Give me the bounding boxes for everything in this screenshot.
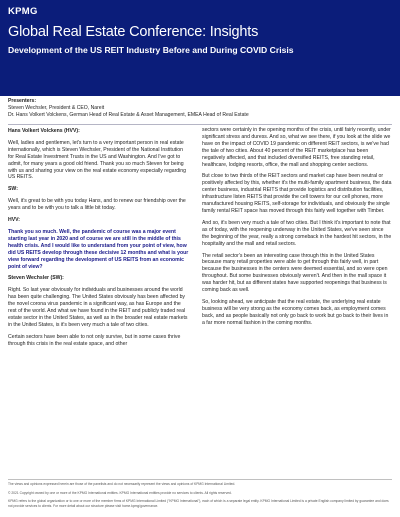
- question-paragraph: Thank you so much. Well, the pandemic of course was a major event starting last year in 2020 and of course we are still in the middle of this health crisis. And I would like to understand from your point of view, how did US REITS develop through these decisive 12 months and what is your view forward regarding the development of US REITS from an economic point of view?: [8, 228, 189, 270]
- footer-copyright: © 2021 Copyright owned by one or more of the KPMG International entities. KPMG International entities provide no services to clients. All rights reserved.: [8, 491, 232, 495]
- footer-disclaimer: The views and opinions expressed herein are those of the panelists and do not necessarily represent the views and opinions of KPMG International Limited.: [8, 482, 236, 486]
- document-title: Development of the US REIT Industry Before and During COVID Crisis: [8, 45, 294, 55]
- paragraph: Well, ladies and gentlemen, let's turn to a very important person in real estate internationally, which is Steven Wechsler, President of the National Institution for Real Estate Investment Trusts in the US and Washington. And I've got to admit, for many years a good old friend. Thank you so much Steven for being with us and sharing your view on the real estate economy especially regarding US REITS.: [8, 139, 187, 181]
- left-column: [8, 128, 190, 353]
- paragraph: And so, it's been very much a tale of two cities. But I think it's important to note that as of today, with the reopening underway in the United States, we've seen since the beginning of the year, really a strong comeback in the hardest hit sectors, in the hospitality and the mall and retail sectors.: [202, 219, 392, 247]
- footer-legal: KPMG refers to the global organization or to one or more of the member firms of KPMG International Limited ("KPMG International"), each of which is a separate legal entity. KPMG International Limited is a private English company limited by guarantee and does not provide services to clients. For more detail about our structure please visit home.kpmg/governance.: [8, 499, 389, 508]
- presenter-line: Steven Wechsler, President & CEO, Nareit: [8, 105, 105, 111]
- paragraph: Certain sectors have been able to not only survive, but in some cases thrive through this crisis in the real estate space, and other: [8, 333, 181, 347]
- header-banner: [0, 0, 400, 96]
- conference-title: Global Real Estate Conference: Insights: [8, 24, 259, 40]
- paragraph: Well, it's great to be with you today Hans, and to renew our friendship over the years and to be with you to talk a little bit today.: [8, 198, 186, 212]
- paragraph: Right. So last year obviously for individuals and businesses around the world has been quite challenging. The United States obviously has been affected by the novel corona virus pandemic in a significant way, as has Europe and the rest of the world. And what we have found in the REIT and publicly traded real estate sector in the United States, as well as in the broader real estate markets in the United States, is it's been very much a tale of two cities.: [8, 287, 188, 328]
- paragraph: But close to two thirds of the REIT sectors and market cap have been neutral or positively affected by this, whether it's the multi-family apartment business, the data center business, industrial REITS that provide logistics and distribution facilities, infrastructure listen REITS that provide the cell towers for our cell phones, more manufactured housing REITS, self-storage for individuals, and obviously the single family rental REIT space has moved through this fairly well together with Timber.: [202, 173, 392, 214]
- presenters-block: [8, 98, 388, 119]
- footer-divider: [8, 479, 392, 480]
- presenters-label: Presenters:: [8, 98, 37, 104]
- speaker-label: Hans Volkert Volckens (HVV):: [8, 128, 80, 134]
- kpmg-logo: KPMG: [8, 6, 38, 17]
- paragraph: So, looking ahead, we anticipate that the real estate, the underlying real estate business will be very strong as the economy comes back, as employment comes back, and as people basically not only go back to work but go back to their lives in a far more normal fashion in the coming months.: [202, 298, 389, 326]
- paragraph: The retail sector's been an interesting case through this in the United States because many retail properties were able to get through this fairly well, in part because the businesses in the centers were deemed essential, and so were open throughout. But some businesses obviously weren't. And then in the mall space it was harder hit, but as different states have supported reopenings that business is coming back as well.: [202, 252, 388, 294]
- presenter-line: Dr. Hans Volkert Volckens, German Head of Real Estate & Asset Management, EMEA Head of Real Estate: [8, 112, 249, 118]
- speaker-label: Steven Wechsler (SW):: [8, 275, 64, 282]
- paragraph: sectors were certainly in the opening months of the crisis, until fairly recently, under significant stress and duress. And so, what we see there, if you look at the slide we have on the impact of COVID 19 pandemic on different REIT sectors, is we've had the tale of two cities. About 40 percent of the REIT marketplace has been negatively affected, and that included diversified REITS, free standing retail, healthcare, lodging resorts, office, the mall and shopping center sections.: [202, 127, 391, 168]
- divider: [8, 124, 392, 125]
- right-column: [202, 127, 392, 332]
- speaker-label: SW:: [8, 186, 18, 193]
- speaker-label: HVV:: [8, 217, 20, 224]
